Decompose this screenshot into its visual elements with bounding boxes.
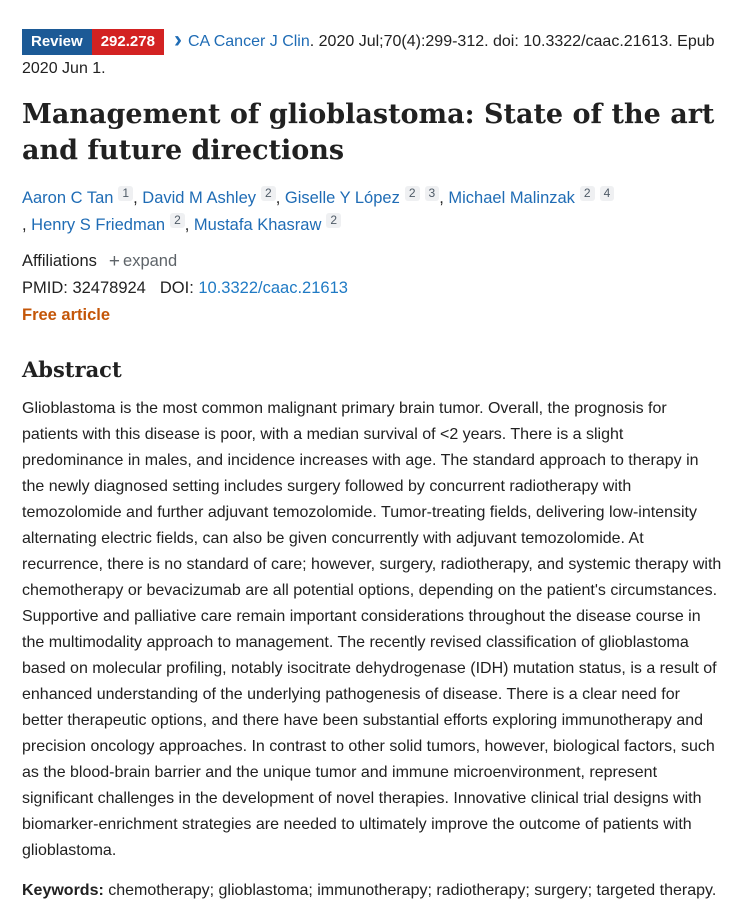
authors-list — [22, 185, 723, 239]
author-link[interactable]: Giselle Y López — [284, 189, 400, 207]
journal-link[interactable]: CA Cancer J Clin — [187, 33, 310, 50]
abstract-text: Glioblastoma is the most common malignant primary brain tumor. Overall, the prognosis for patients with this disease is poor, with a median survival of <2 years. There is a slight predominance in males, and incidence increases with age. The standard approach to therapy in the newly diagnosed setting includes surgery followed by concurrent radiotherapy with temozolomide and further adjuvant temozolomide. Tumor-treating fields, delivering low-intensity alternating electric fields, can also be given concurrently with adjuvant temozolomide. At recurrence, there is no standard of care; however, surgery, radiotherapy, and systemic therapy with chemotherapy or bevacizumab are all potential options, depending on the patient's circumstances. Supportive and palliative care remain important considerations throughout the disease course in the multimodality approach to management. The recently revised classification of glioblastoma based on molecular profiling, notably isocitrate dehydrogenase (IDH) mutation status, is a result of enhanced understanding of the underlying pathogenesis of disease. There is a clear need for better therapeutic options, and there have been substantial efforts exploring immunotherapy and precision oncology approaches. In contrast to other solid tumors, however, biological factors, such as the blood-brain barrier and the unique tumor and immune microenvironment, represent significant challenges in the development of novel therapies. Innovative clinical trial designs with biomarker-enrichment strategies are needed to ultimately improve the outcome of patients with glioblastoma. — [22, 400, 722, 859]
citation-metric-badge[interactable]: 292.278 — [92, 29, 164, 55]
keywords-label: Keywords: — [22, 882, 104, 899]
citation-text: . 2020 Jul;70(4):299-312. doi: 10.3322/caac.21613. Epub 2020 Jun 1. — [22, 33, 715, 77]
author-link[interactable]: Mustafa Khasraw — [193, 216, 322, 234]
keywords-text: chemotherapy; glioblastoma; immunotherapy; radiotherapy; surgery; targeted therapy. — [108, 882, 717, 899]
author-link[interactable]: Henry S Friedman — [31, 216, 166, 234]
keywords-row — [22, 878, 723, 904]
author-item: , Michael Malinzak 2 4 — [439, 185, 614, 212]
article-title: Management of glioblastoma: State of the art and future directions — [22, 99, 715, 166]
author-item: , Giselle Y López 2 3 — [276, 185, 440, 212]
author-item: , David M Ashley 2 — [133, 185, 276, 212]
affiliations-expand-button[interactable] — [109, 251, 177, 273]
affiliation-superscript[interactable]: 2 — [261, 186, 276, 201]
affiliation-superscript[interactable]: 3 — [425, 186, 440, 201]
author-item: , Henry S Friedman 2 — [22, 212, 185, 239]
doi-label: DOI: — [159, 279, 194, 297]
pmid-label: PMID: — [22, 279, 68, 297]
affiliation-superscript[interactable]: 2 — [405, 186, 420, 201]
doi-group — [160, 279, 348, 297]
author-item — [22, 185, 133, 212]
chevron-right-icon[interactable]: › — [173, 26, 182, 53]
pmid-value: 32478924 — [72, 279, 146, 297]
affiliation-superscript[interactable]: 2 — [580, 186, 595, 201]
abstract-heading: Abstract — [22, 357, 122, 382]
doi-link[interactable]: 10.3322/caac.21613 — [198, 279, 348, 297]
free-article-badge: Free article — [22, 306, 111, 324]
citation-banner — [22, 28, 723, 82]
identifiers-row — [22, 275, 723, 302]
author-link[interactable]: Aaron C Tan — [22, 189, 114, 207]
affiliation-superscript[interactable]: 1 — [118, 186, 133, 201]
plus-icon: + — [108, 251, 121, 272]
author-link[interactable]: David M Ashley — [142, 189, 256, 207]
affiliation-superscript[interactable]: 2 — [326, 213, 341, 228]
affiliations-label: Affiliations — [22, 252, 97, 270]
author-item: , Mustafa Khasraw 2 — [185, 212, 341, 239]
article-page — [22, 28, 723, 904]
review-type-badge: Review — [22, 29, 92, 55]
affiliation-superscript[interactable]: 2 — [170, 213, 185, 228]
expand-label: expand — [123, 252, 178, 270]
affiliations-row — [22, 248, 723, 275]
affiliation-superscript[interactable]: 4 — [600, 186, 615, 201]
author-link[interactable]: Michael Malinzak — [448, 189, 575, 207]
